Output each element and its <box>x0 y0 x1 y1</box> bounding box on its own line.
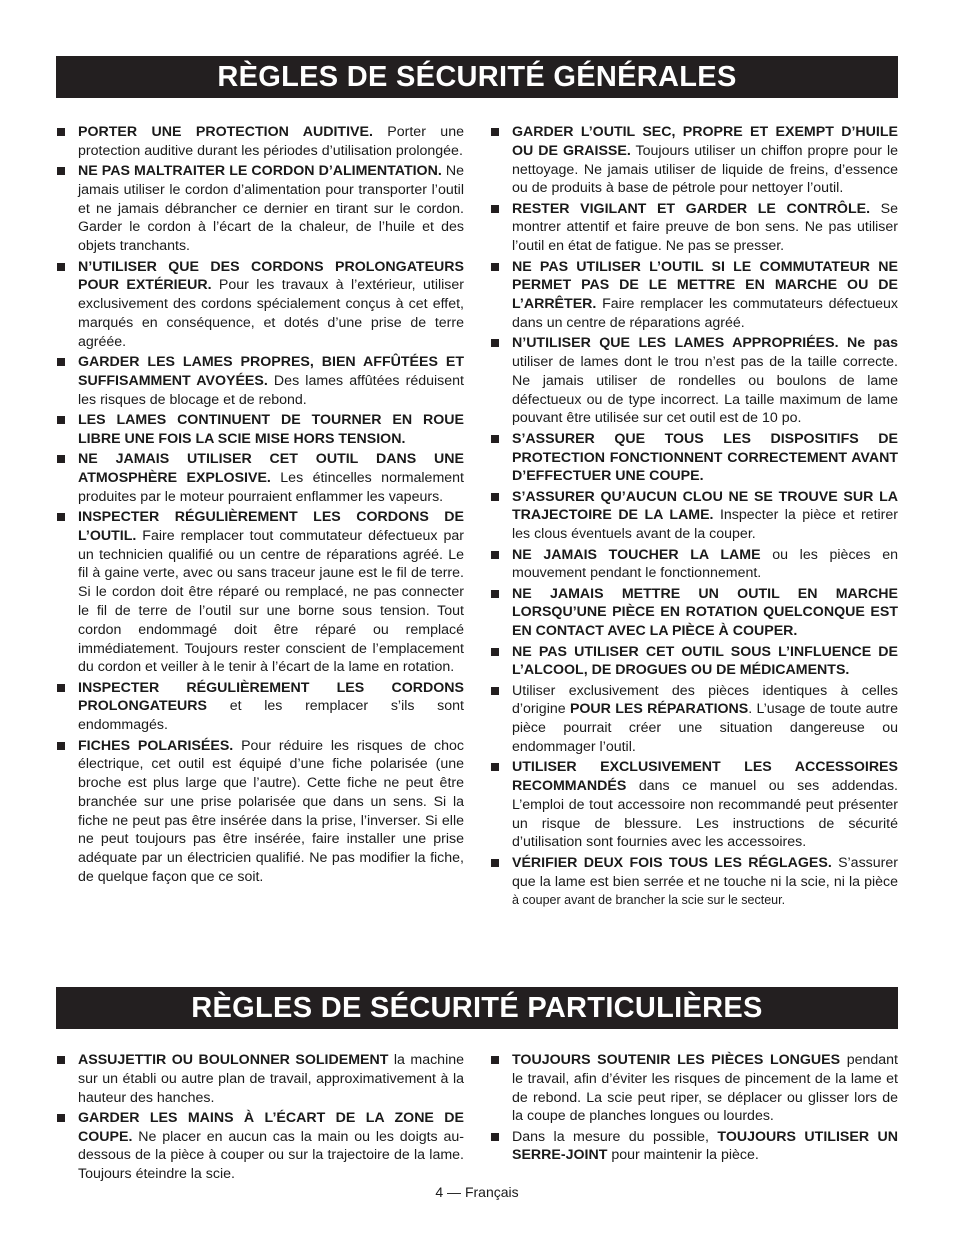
square-bullet-icon <box>491 763 499 771</box>
rule-item: NE PAS MALTRAITER LE CORDON D’ALIMENTATION. Ne jamais utiliser le cordon d’alimentation pour transporter l’outil et ne jamais débrancher ce dernier en tirant sur le cordon. Garder le cordon à l’écart de la chaleur, de l’huile et des objets tranchants. <box>56 162 464 256</box>
rule-item: UTILISER EXCLUSIVEMENT LES ACCESSOIRES RECOMMANDÉS dans ce manuel ou ses addendas. L’emploi de tout accessoire non recommandé peut présenter un risque de blessure. Les instructions de sécurité d’utilisation sont fournies avec les accessoires. <box>490 758 898 852</box>
square-bullet-icon <box>57 1056 65 1064</box>
square-bullet-icon <box>491 205 499 213</box>
rule-item: RESTER VIGILANT ET GARDER LE CONTRÔLE. Se montrer attentif et faire preuve de bon sens. Ne pas utiliser l’outil en état de fatigue. Ne pas se presser. <box>490 200 898 256</box>
square-bullet-icon <box>491 128 499 136</box>
rule-item: NE JAMAIS METTRE UN OUTIL EN MARCHE LORSQU’UNE PIÈCE EN ROTATION QUELCONQUE EST EN CONTACT AVEC LA PIÈCE À COUPER. <box>490 585 898 641</box>
rule-item: FICHES POLARISÉES. Pour réduire les risques de choc électrique, cet outil est équipé d’une fiche polarisée (une broche est plus large que l’autre). Cette fiche ne peut être branchée sur une prise polarisée que dans un sens. Si la fiche ne peut pas être insérée dans la prise, l’inverser. Si elle ne peut toujours pas être insérée, faire installer une prise adéquate par un électricien qualifié. Ne pas modifier la fiche, de quelque façon que ce soit. <box>56 737 464 887</box>
square-bullet-icon <box>491 1056 499 1064</box>
square-bullet-icon <box>491 648 499 656</box>
specific-safety-title: RÈGLES DE SÉCURITÉ PARTICULIÈRES <box>56 987 898 1029</box>
rule-item: N’UTILISER QUE DES CORDONS PROLONGATEURS POUR EXTÉRIEUR. Pour les travaux à l’extérieur, utiliser exclusivement des cordons spécialement conçus à cet effet, marqués en conséquence, et dotés d’une prise de terre agréée. <box>56 258 464 352</box>
rule-item: GARDER LES LAMES PROPRES, BIEN AFFÛTÉES ET SUFFISAMMENT AVOYÉES. Des lames affûtées réduisent les risques de blocage et de rebond. <box>56 353 464 409</box>
general-rules-right-column <box>490 123 898 912</box>
rule-item: TOUJOURS SOUTENIR LES PIÈCES LONGUES pendant le travail, afin d’éviter les risques de pincement de la lame et de rebond. La scie peut riper, se déplacer ou glisser lors de la coupe de planches longues ou lourdes. <box>490 1051 898 1126</box>
square-bullet-icon <box>57 513 65 521</box>
rule-list <box>490 1051 898 1165</box>
general-rules-left-column <box>56 123 464 888</box>
square-bullet-icon <box>491 687 499 695</box>
square-bullet-icon <box>491 1133 499 1141</box>
square-bullet-icon <box>57 1114 65 1122</box>
square-bullet-icon <box>57 684 65 692</box>
specific-rules-right-column <box>490 1051 898 1167</box>
rule-list <box>56 1051 464 1184</box>
square-bullet-icon <box>57 128 65 136</box>
square-bullet-icon <box>57 263 65 271</box>
square-bullet-icon <box>57 742 65 750</box>
rule-item: NE PAS UTILISER L’OUTIL SI LE COMMUTATEUR NE PERMET PAS DE LE METTRE EN MARCHE OU DE L’ARRÊTER. Faire remplacer les commutateurs défectueux dans un centre de réparations agréé. <box>490 258 898 333</box>
rule-item: PORTER UNE PROTECTION AUDITIVE. Porter une protection auditive durant les périodes d’utilisation prolongée. <box>56 123 464 161</box>
square-bullet-icon <box>57 167 65 175</box>
square-bullet-icon <box>491 493 499 501</box>
square-bullet-icon <box>57 358 65 366</box>
rule-item: ASSUJETTIR OU BOULONNER SOLIDEMENT la machine sur un établi ou autre plan de travail, approximativement à la hauteur des hanches. <box>56 1051 464 1107</box>
square-bullet-icon <box>491 263 499 271</box>
rule-item: NE JAMAIS UTILISER CET OUTIL DANS UNE ATMOSPHÈRE EXPLOSIVE. Les étincelles normalement produites par le moteur pourraient enflammer les vapeurs. <box>56 450 464 506</box>
square-bullet-icon <box>57 455 65 463</box>
rule-item: S’ASSURER QU’AUCUN CLOU NE SE TROUVE SUR LA TRAJECTOIRE DE LA LAME. Inspecter la pièce et retirer les clous éventuels avant de la couper. <box>490 488 898 544</box>
rule-item: VÉRIFIER DEUX FOIS TOUS LES RÉGLAGES. S’assurer que la lame est bien serrée et ne touche ni la scie, ni la pièce à couper avant de brancher la scie sur le secteur. <box>490 854 898 910</box>
rule-item: N’UTILISER QUE LES LAMES APPROPRIÉES. Ne pas utiliser de lames dont le trou n’est pas de la taille correcte. Ne jamais utiliser de rondelles ou boulons de lame défectueux ou de type incorrect. La taille maximum de lame pouvant être utilisée sur cet outil est de 10 po. <box>490 334 898 428</box>
specific-rules-left-column <box>56 1051 464 1186</box>
square-bullet-icon <box>491 859 499 867</box>
rule-item: NE PAS UTILISER CET OUTIL SOUS L’INFLUENCE DE L’ALCOOL, DE DROGUES OU DE MÉDICAMENTS. <box>490 643 898 681</box>
rule-item: S’ASSURER QUE TOUS LES DISPOSITIFS DE PROTECTION FONCTIONNENT CORRECTEMENT AVANT D’EFFECTUER UNE COUPE. <box>490 430 898 486</box>
rule-list <box>490 123 898 910</box>
general-safety-title: RÈGLES DE SÉCURITÉ GÉNÉRALES <box>56 56 898 98</box>
rule-list <box>56 123 464 887</box>
rule-item: GARDER L’OUTIL SEC, PROPRE ET EXEMPT D’HUILE OU DE GRAISSE. Toujours utiliser un chiffon propre pour le nettoyage. Ne jamais utiliser de liquide de freins, d’essence ou de produits à base de pétrole pour nettoyer l’outil. <box>490 123 898 198</box>
rule-item: INSPECTER RÉGULIÈREMENT LES CORDONS DE L’OUTIL. Faire remplacer tout commutateur défectueux par un technicien qualifié ou un centre de réparations agréé. Le fil à gaine verte, avec ou sans traceur jaune est le fil de terre. Si le cordon doit être réparé ou remplacé, ne pas connecter le fil de terre de l’outil sur une borne sous tension. Tout cordon endommagé doit être réparé ou remplacé immédiatement. Toujours rester conscient de l’emplacement du cordon et veiller à le tenir à l’écart de la lame en rotation. <box>56 508 464 677</box>
page-footer: 4 — Français <box>435 1184 519 1200</box>
rule-item: Utiliser exclusivement des pièces identiques à celles d’origine POUR LES RÉPARATIONS. L’usage de toute autre pièce pourrait créer une situation dangereuse ou endommager l’outil. <box>490 682 898 757</box>
rule-item: INSPECTER RÉGULIÈREMENT LES CORDONS PROLONGATEURS et les remplacer s’ils sont endommagés. <box>56 679 464 735</box>
square-bullet-icon <box>491 590 499 598</box>
square-bullet-icon <box>491 551 499 559</box>
square-bullet-icon <box>57 416 65 424</box>
rule-item: LES LAMES CONTINUENT DE TOURNER EN ROUE LIBRE UNE FOIS LA SCIE MISE HORS TENSION. <box>56 411 464 449</box>
square-bullet-icon <box>491 435 499 443</box>
rule-item: GARDER LES MAINS À L’ÉCART DE LA ZONE DE COUPE. Ne placer en aucun cas la main ou les doigts au-dessous de la pièce à couper ou sur la trajectoire de la lame. Toujours éteindre la scie. <box>56 1109 464 1184</box>
rule-item: Dans la mesure du possible, TOUJOURS UTILISER UN SERRE-JOINT pour maintenir la pièce. <box>490 1128 898 1166</box>
rule-item: NE JAMAIS TOUCHER LA LAME ou les pièces en mouvement pendant le fonctionnement. <box>490 546 898 584</box>
square-bullet-icon <box>491 339 499 347</box>
